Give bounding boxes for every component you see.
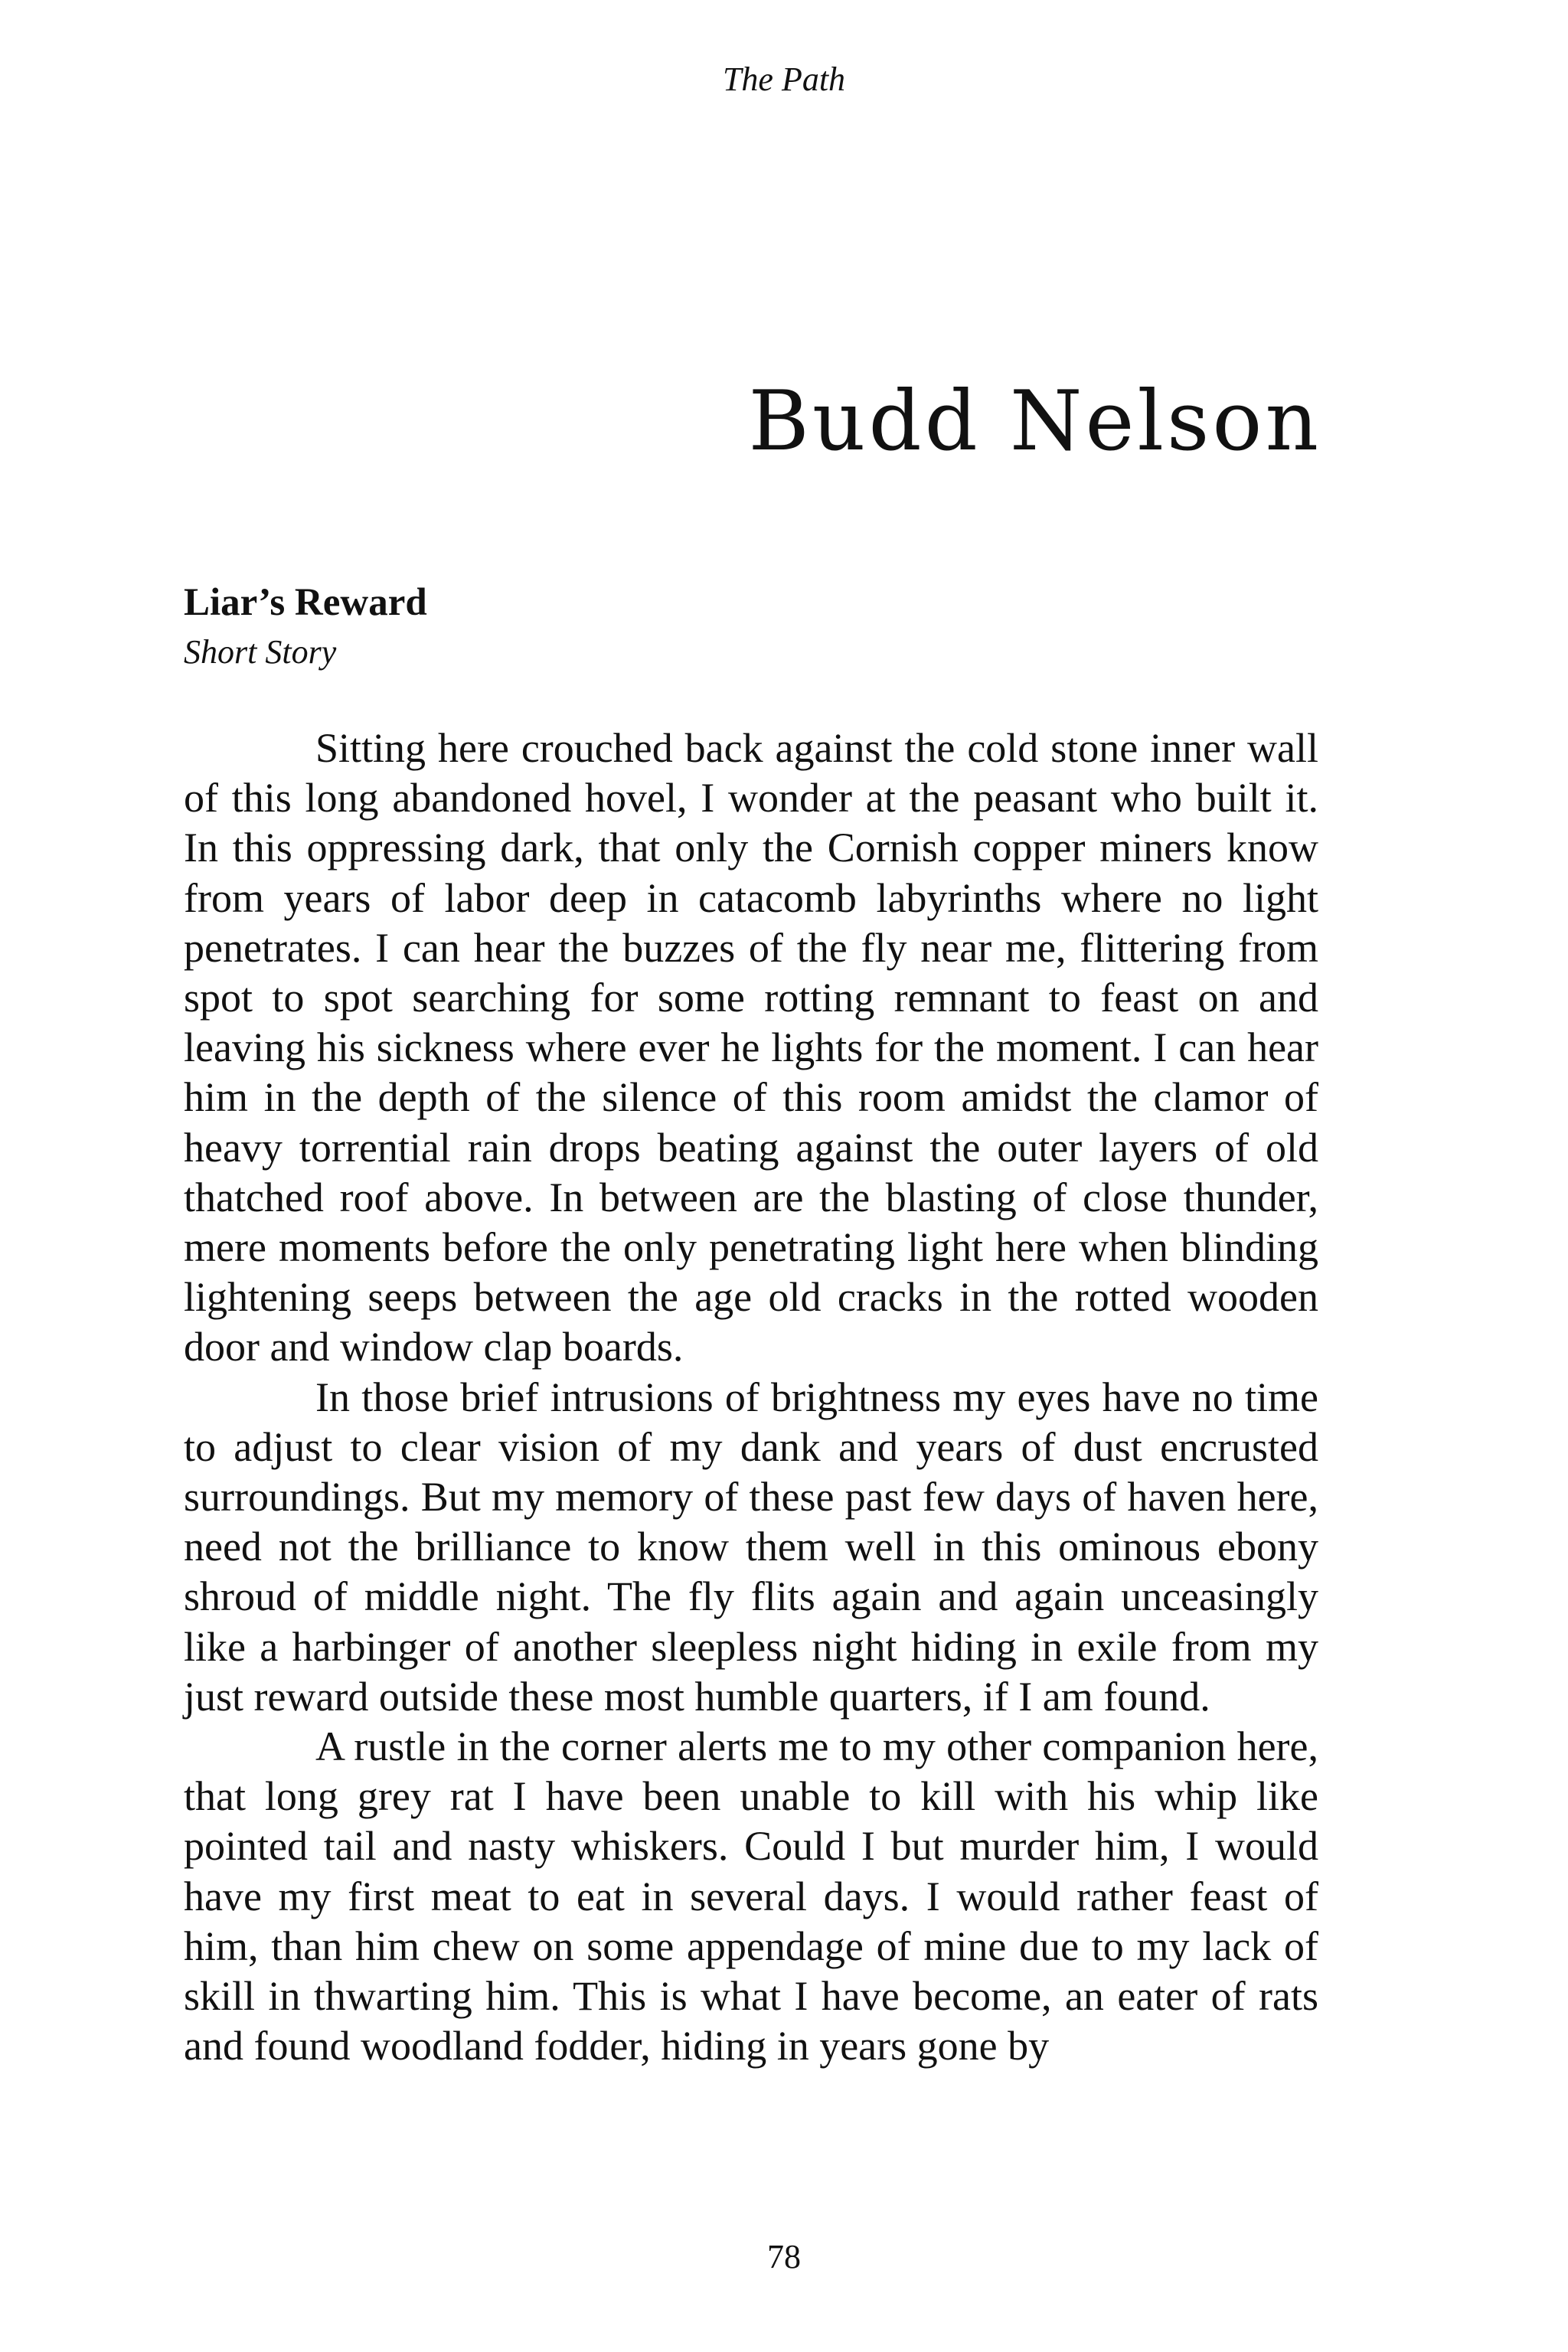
paragraph-2: In those brief intrusions of brightness my eyes have no time to adjust to clear vision of my dank and years of dust encrusted surroundings. But my memory of these past few days of haven here, need not the brilliance to know them well in this ominous ebony shroud of middle night. The fly flits again and again unceasingly like a harbinger of another sleepless night hiding in exile from my just reward outside these most humble quarters, if I am found. <box>184 1374 1318 1720</box>
story-title: Liar’s Reward <box>184 581 427 624</box>
running-head-title: The Path <box>722 60 846 98</box>
story-subtitle: Short Story <box>184 633 337 671</box>
page-number: 78 <box>767 2238 801 2275</box>
author-name: Budd Nelson <box>748 374 1321 469</box>
story-body <box>184 724 1318 2071</box>
paragraph-3: A rustle in the corner alerts me to my other companion here, that long grey rat I have been unable to kill with his whip like pointed tail and nasty whiskers. Could I but murder him, I would have my first meat to eat in several days. I would rather feast of him, than him chew on some appendage of mine due to my lack of skill in thwarting him. This is what I have become, an eater of rats and found woodland fodder, hiding in years gone by <box>184 1723 1318 2069</box>
paragraph-1: Sitting here crouched back against the cold stone inner wall of this long abandoned hovel, I wonder at the peasant who built it. In this oppressing dark, that only the Cornish copper miners know from years of labor deep in catacomb labyrinths where no light penetrates. I can hear the buzzes of the fly near me, flittering from spot to spot searching for some rotting remnant to feast on and leaving his sickness where ever he lights for the moment. I can hear him in the depth of the silence of this room amidst the clamor of heavy torrential rain drops beating against the outer layers of old thatched roof above. In between are the blasting of close thunder, mere moments before the only penetrating light here when blinding lightening seeps between the age old cracks in the rotted wooden door and window clap boards. <box>184 725 1318 1370</box>
